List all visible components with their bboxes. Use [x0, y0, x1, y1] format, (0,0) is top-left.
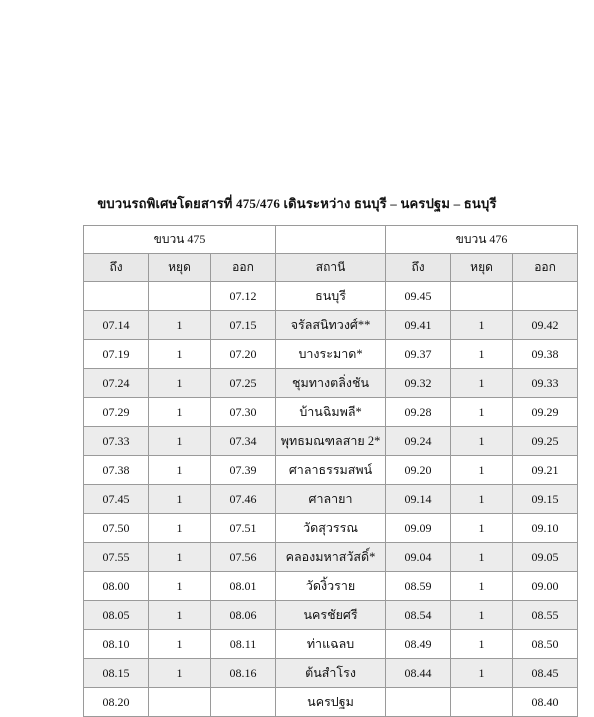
- station-cell: นครชัยศรี: [276, 601, 386, 630]
- group-header-row: [84, 226, 578, 254]
- station-cell: วัดงิ้วราย: [276, 572, 386, 601]
- station-cell: นครปฐม: [276, 688, 386, 717]
- arrive-476-cell: 08.59: [386, 572, 451, 601]
- station-cell: ต้นสำโรง: [276, 659, 386, 688]
- stop-475-cell: 1: [149, 630, 211, 659]
- stop-475-cell: 1: [149, 456, 211, 485]
- stop-476-cell: 1: [451, 630, 513, 659]
- stop-475-cell: 1: [149, 514, 211, 543]
- depart-476-cell: 08.55: [513, 601, 578, 630]
- stop-475-cell: 1: [149, 398, 211, 427]
- depart-476-cell: 09.38: [513, 340, 578, 369]
- station-cell: ธนบุรี: [276, 282, 386, 311]
- table-row: [84, 659, 578, 688]
- table-row: [84, 311, 578, 340]
- table-row: [84, 514, 578, 543]
- depart-475-cell: 07.12: [211, 282, 276, 311]
- arrive-476-cell: 09.28: [386, 398, 451, 427]
- stop-475-cell: 1: [149, 485, 211, 514]
- stop-476-cell: 1: [451, 398, 513, 427]
- stop-475-cell: 1: [149, 340, 211, 369]
- stop-475-cell: 1: [149, 369, 211, 398]
- table-row: [84, 398, 578, 427]
- train-476-header: ขบวน 476: [386, 226, 578, 254]
- depart-476-cell: 08.50: [513, 630, 578, 659]
- depart-476-cell: 08.40: [513, 688, 578, 717]
- depart-476-cell: 09.33: [513, 369, 578, 398]
- depart-475-cell: 07.25: [211, 369, 276, 398]
- arrive-475-cell: 07.24: [84, 369, 149, 398]
- stop-475-cell: 1: [149, 572, 211, 601]
- arrive-475-cell: 07.19: [84, 340, 149, 369]
- arrive-475-cell: 07.50: [84, 514, 149, 543]
- station-cell: จรัลสนิทวงศ์**: [276, 311, 386, 340]
- stop-476-cell: 1: [451, 456, 513, 485]
- table-row: [84, 601, 578, 630]
- stop-476-cell: [451, 688, 513, 717]
- stop-475-cell: 1: [149, 311, 211, 340]
- table-row: [84, 282, 578, 311]
- stop-476-cell: 1: [451, 601, 513, 630]
- stop-476-cell: 1: [451, 340, 513, 369]
- arrive-475-cell: 07.14: [84, 311, 149, 340]
- train-475-header: ขบวน 475: [84, 226, 276, 254]
- table-row: [84, 485, 578, 514]
- station-cell: ท่าแฉลบ: [276, 630, 386, 659]
- column-header-station: สถานี: [276, 254, 386, 282]
- document-title: ขบวนรถพิเศษโดยสารที่ 475/476 เดินระหว่าง ธนบุรี – นครปฐม – ธนบุรี: [97, 196, 497, 211]
- arrive-476-cell: 08.49: [386, 630, 451, 659]
- stop-476-cell: 1: [451, 369, 513, 398]
- arrive-475-cell: 07.55: [84, 543, 149, 572]
- depart-476-cell: 09.42: [513, 311, 578, 340]
- stop-476-cell: [451, 282, 513, 311]
- depart-476-cell: 08.45: [513, 659, 578, 688]
- depart-475-cell: 07.51: [211, 514, 276, 543]
- stop-475-cell: 1: [149, 427, 211, 456]
- arrive-475-cell: 07.29: [84, 398, 149, 427]
- stop-476-cell: 1: [451, 485, 513, 514]
- stop-475-cell: 1: [149, 543, 211, 572]
- arrive-476-cell: 09.32: [386, 369, 451, 398]
- station-cell: บ้านฉิมพลี*: [276, 398, 386, 427]
- stop-476-cell: 1: [451, 311, 513, 340]
- arrive-475-cell: 08.20: [84, 688, 149, 717]
- timetable-body: [84, 282, 578, 717]
- arrive-476-cell: 09.24: [386, 427, 451, 456]
- depart-476-cell: 09.05: [513, 543, 578, 572]
- arrive-476-cell: 09.14: [386, 485, 451, 514]
- stop-476-cell: 1: [451, 572, 513, 601]
- depart-475-cell: [211, 688, 276, 717]
- depart-475-cell: 07.20: [211, 340, 276, 369]
- depart-476-cell: 09.00: [513, 572, 578, 601]
- arrive-475-cell: 07.38: [84, 456, 149, 485]
- column-header-row: [84, 254, 578, 282]
- station-cell: ศาลายา: [276, 485, 386, 514]
- table-row: [84, 543, 578, 572]
- depart-475-cell: 08.06: [211, 601, 276, 630]
- arrive-476-cell: 09.41: [386, 311, 451, 340]
- depart-475-cell: 08.01: [211, 572, 276, 601]
- station-cell: พุทธมณฑลสาย 2*: [276, 427, 386, 456]
- table-row: [84, 572, 578, 601]
- depart-475-cell: 07.56: [211, 543, 276, 572]
- column-header-depart-475: ออก: [211, 254, 276, 282]
- depart-475-cell: 07.39: [211, 456, 276, 485]
- stop-476-cell: 1: [451, 427, 513, 456]
- arrive-476-cell: 09.09: [386, 514, 451, 543]
- arrive-475-cell: 08.00: [84, 572, 149, 601]
- column-header-arrive-475: ถึง: [84, 254, 149, 282]
- depart-475-cell: 07.30: [211, 398, 276, 427]
- arrive-476-cell: 08.54: [386, 601, 451, 630]
- station-cell: ศาลาธรรมสพน์: [276, 456, 386, 485]
- station-cell: ชุมทางตลิ่งชัน: [276, 369, 386, 398]
- stop-475-cell: [149, 688, 211, 717]
- depart-476-cell: 09.25: [513, 427, 578, 456]
- depart-476-cell: 09.15: [513, 485, 578, 514]
- arrive-475-cell: 07.45: [84, 485, 149, 514]
- table-row: [84, 688, 578, 717]
- table-row: [84, 427, 578, 456]
- stop-475-cell: 1: [149, 601, 211, 630]
- stop-476-cell: 1: [451, 659, 513, 688]
- depart-475-cell: 08.11: [211, 630, 276, 659]
- stop-476-cell: 1: [451, 543, 513, 572]
- table-row: [84, 340, 578, 369]
- stop-475-cell: [149, 282, 211, 311]
- arrive-476-cell: 09.45: [386, 282, 451, 311]
- column-header-depart-476: ออก: [513, 254, 578, 282]
- depart-475-cell: 07.46: [211, 485, 276, 514]
- table-row: [84, 630, 578, 659]
- depart-475-cell: 08.16: [211, 659, 276, 688]
- arrive-476-cell: 08.44: [386, 659, 451, 688]
- arrive-476-cell: 09.37: [386, 340, 451, 369]
- station-cell: บางระมาด*: [276, 340, 386, 369]
- depart-476-cell: 09.10: [513, 514, 578, 543]
- column-header-stop-476: หยุด: [451, 254, 513, 282]
- depart-476-cell: [513, 282, 578, 311]
- depart-475-cell: 07.15: [211, 311, 276, 340]
- table-row: [84, 456, 578, 485]
- table-row: [84, 369, 578, 398]
- arrive-475-cell: 08.05: [84, 601, 149, 630]
- arrive-475-cell: 08.10: [84, 630, 149, 659]
- arrive-476-cell: 09.04: [386, 543, 451, 572]
- arrive-476-cell: 09.20: [386, 456, 451, 485]
- arrive-475-cell: 08.15: [84, 659, 149, 688]
- depart-475-cell: 07.34: [211, 427, 276, 456]
- stop-475-cell: 1: [149, 659, 211, 688]
- station-group-header: [276, 226, 386, 254]
- column-header-stop-475: หยุด: [149, 254, 211, 282]
- station-cell: คลองมหาสวัสดิ์*: [276, 543, 386, 572]
- column-header-arrive-476: ถึง: [386, 254, 451, 282]
- station-cell: วัดสุวรรณ: [276, 514, 386, 543]
- arrive-475-cell: [84, 282, 149, 311]
- arrive-475-cell: 07.33: [84, 427, 149, 456]
- depart-476-cell: 09.29: [513, 398, 578, 427]
- depart-476-cell: 09.21: [513, 456, 578, 485]
- arrive-476-cell: [386, 688, 451, 717]
- stop-476-cell: 1: [451, 514, 513, 543]
- train-timetable: [83, 225, 578, 717]
